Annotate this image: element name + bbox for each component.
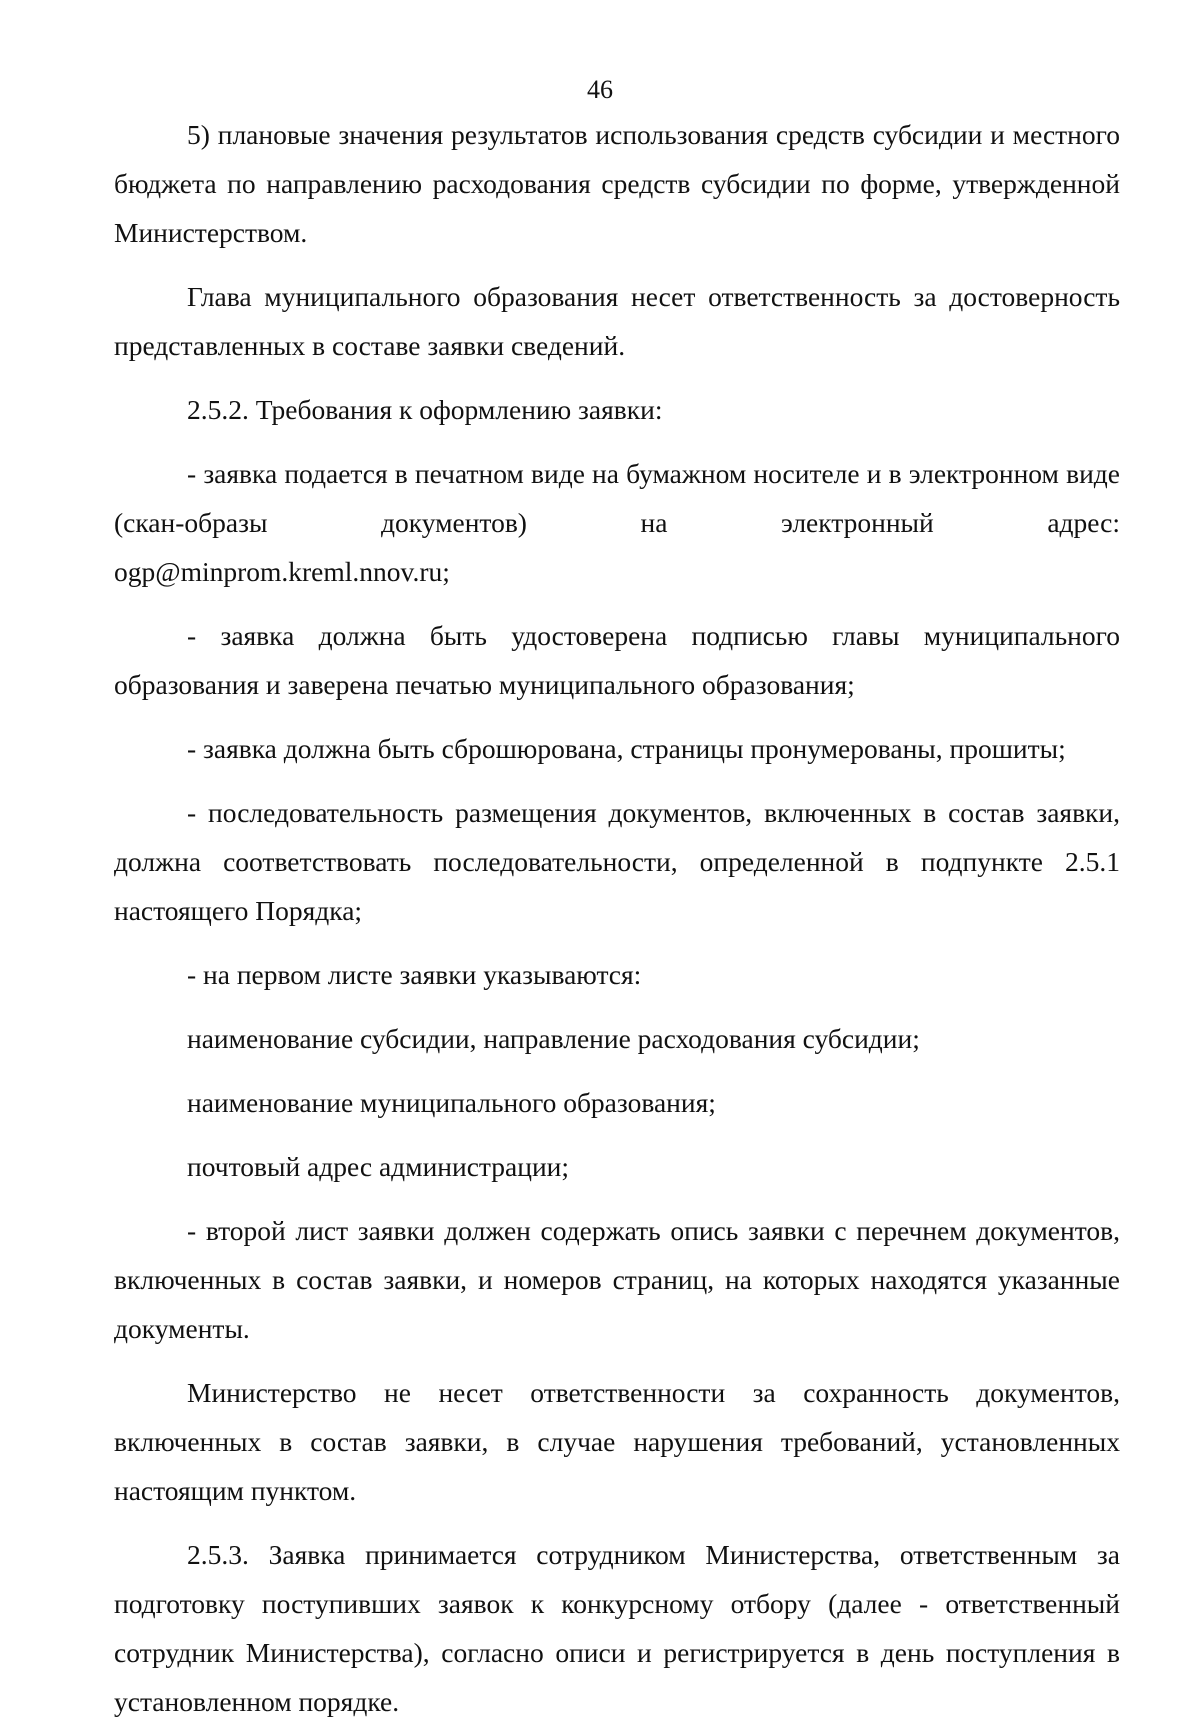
page-number: 46 — [587, 75, 613, 104]
paragraph-electronic-submission-text: - заявка подается в печатном виде на бумажном носителе и в электронном виде (скан-образы документов) на электронный адрес: — [114, 458, 1120, 538]
document-body — [114, 110, 1120, 1726]
paragraph-head-responsibility: Глава муниципального образования несет ответственность за достоверность представленных в составе заявки сведений. — [114, 281, 1120, 361]
paragraph-postal-address: почтовый адрес администрации; — [187, 1151, 570, 1182]
paragraph-second-sheet: - второй лист заявки должен содержать опись заявки с перечнем документов, включенных в состав заявки, и номеров страниц, на которых находятся указанные документы. — [114, 1215, 1120, 1344]
paragraph-section-2-5-3: 2.5.3. Заявка принимается сотрудником Министерства, ответственным за подготовку поступивших заявок к конкурсному отбору (далее - ответственный сотрудник Министерства), согласно описи и регистрируется в день поступления в установленном порядке. — [114, 1539, 1120, 1717]
paragraph-bound-pages: - заявка должна быть сброшюрована, страницы пронумерованы, прошиты; — [187, 733, 1066, 764]
paragraph-municipality-name: наименование муниципального образования; — [187, 1087, 716, 1118]
paragraph-signature-stamp: - заявка должна быть удостоверена подписью главы муниципального образования и заверена печатью муниципального образования; — [114, 620, 1120, 700]
paragraph-document-order: - последовательность размещения документов, включенных в состав заявки, должна соответствовать последовательности, определенной в подпункте 2.5.1 настоящего Порядка; — [114, 797, 1120, 926]
paragraph-planned-values: 5) плановые значения результатов использования средств субсидии и местного бюджета по направлению расходования средств субсидии по форме, утвержденной Министерством. — [114, 119, 1120, 248]
paragraph-ministry-liability: Министерство не несет ответственности за сохранность документов, включенных в состав заявки, в случае нарушения требований, установленных настоящим пунктом. — [114, 1377, 1120, 1506]
paragraph-electronic-submission — [114, 449, 1120, 596]
paragraph-subsidy-name: наименование субсидии, направление расходования субсидии; — [187, 1023, 920, 1054]
paragraph-first-sheet: - на первом листе заявки указываются: — [187, 959, 642, 990]
email-address: ogp@minprom.kreml.nnov.ru; — [114, 556, 450, 587]
paragraph-section-2-5-2: 2.5.2. Требования к оформлению заявки: — [187, 394, 663, 425]
